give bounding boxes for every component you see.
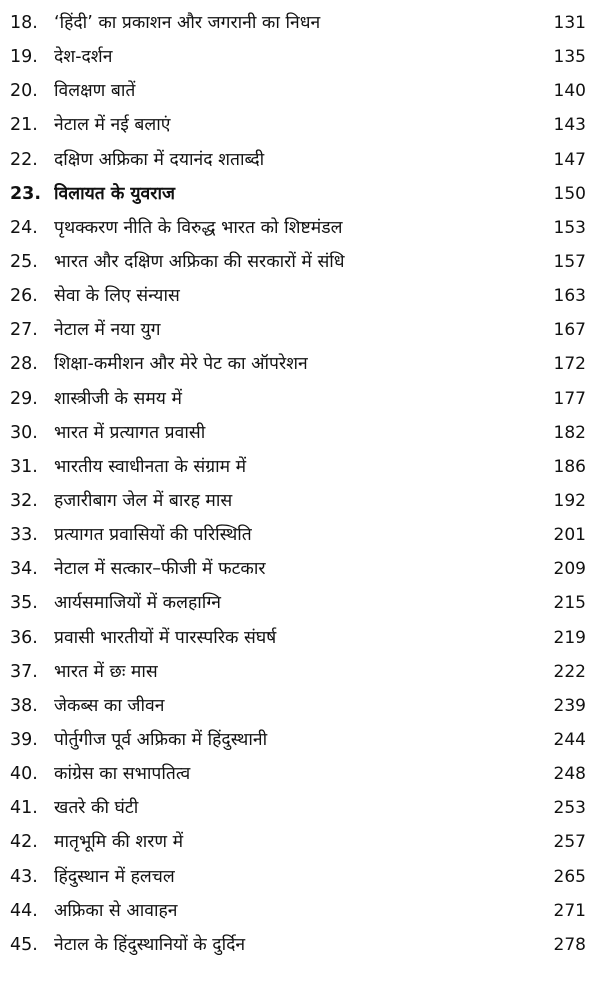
toc-entry-page-number: 215 <box>553 593 586 614</box>
toc-entry <box>0 791 600 825</box>
toc-entry-page-number: 244 <box>553 729 586 750</box>
toc-entry-title: नेटाल में सत्कार–फीजी में फटकार <box>54 559 266 580</box>
toc-entry-title: हिंदुस्थान में हलचल <box>54 866 175 887</box>
toc-entry-number: 25. <box>10 251 38 272</box>
toc-entry-number: 42. <box>10 832 38 853</box>
toc-entry-title: शास्त्रीजी के समय में <box>54 388 182 409</box>
toc-entry-title: नेटाल के हिंदुस्थानियों के दुर्दिन <box>54 934 246 955</box>
toc-entry <box>0 108 600 142</box>
toc-entry-number: 33. <box>10 525 38 546</box>
toc-entry-page-number: 172 <box>553 354 586 375</box>
toc-entry <box>0 757 600 791</box>
toc-entry-page-number: 222 <box>553 661 586 682</box>
toc-entry <box>0 347 600 381</box>
toc-entry-page-number: 219 <box>553 627 586 648</box>
toc-entry-title: हजारीबाग जेल में बारह मास <box>54 490 233 511</box>
toc-entry <box>0 723 600 757</box>
toc-entry-number: 43. <box>10 866 38 887</box>
toc-entry-page-number: 192 <box>553 490 586 511</box>
toc-entry <box>0 74 600 108</box>
toc-entry <box>0 825 600 859</box>
toc-entry-number: 19. <box>10 47 38 68</box>
toc-entry-title: मातृभूमि की शरण में <box>54 832 184 853</box>
toc-entry-title: ‘हिंदी’ का प्रकाशन और जगरानी का निधन <box>54 13 321 33</box>
toc-entry-title: आर्यसमाजियों में कलहाग्नि <box>54 593 221 614</box>
toc-entry-number: 22. <box>10 149 38 170</box>
toc-entry <box>0 860 600 894</box>
toc-entry-title: खतरे की घंटी <box>54 798 139 819</box>
toc-entry-page-number: 239 <box>553 695 586 716</box>
toc-entry-page-number: 201 <box>553 525 586 546</box>
toc-entry <box>0 6 600 40</box>
toc-entry-page-number: 257 <box>553 832 586 853</box>
toc-entry <box>0 621 600 655</box>
toc-entry <box>0 484 600 518</box>
toc-entry <box>0 245 600 279</box>
toc-entry-number: 27. <box>10 320 38 341</box>
toc-entry-number: 34. <box>10 559 38 580</box>
toc-entry <box>0 211 600 245</box>
toc-entry-title: विलायत के युवराज <box>54 183 175 204</box>
toc-entry-title: पृथक्करण नीति के विरुद्ध भारत को शिष्टमंडल <box>54 217 343 238</box>
toc-entry <box>0 928 600 962</box>
toc-entry-page-number: 143 <box>553 115 586 136</box>
toc-entry-title: प्रत्यागत प्रवासियों की परिस्थिति <box>54 525 252 546</box>
toc-entry-title: भारत में प्रत्यागत प्रवासी <box>54 422 206 443</box>
toc-entry-page-number: 163 <box>553 286 586 307</box>
toc-entry-title: नेटाल में नई बलाएं <box>54 115 171 136</box>
toc-entry-number: 21. <box>10 115 38 136</box>
toc-entry <box>0 313 600 347</box>
toc-entry-title: सेवा के लिए संन्यास <box>54 286 180 307</box>
toc-entry-number: 35. <box>10 593 38 614</box>
toc-entry-number: 18. <box>10 13 38 33</box>
toc-entry <box>0 689 600 723</box>
toc-entry-page-number: 209 <box>553 559 586 580</box>
table-of-contents <box>0 6 600 962</box>
toc-entry-number: 44. <box>10 900 38 921</box>
toc-entry <box>0 40 600 74</box>
toc-entry-page-number: 167 <box>553 320 586 341</box>
toc-entry-page-number: 253 <box>553 798 586 819</box>
toc-entry-page-number: 131 <box>553 13 586 33</box>
toc-entry-page-number: 248 <box>553 764 586 785</box>
toc-entry-number: 29. <box>10 388 38 409</box>
toc-entry-page-number: 147 <box>553 149 586 170</box>
toc-entry-page-number: 157 <box>553 251 586 272</box>
toc-entry-number: 36. <box>10 627 38 648</box>
toc-entry-title: दक्षिण अफ्रिका में दयानंद शताब्दी <box>54 149 265 170</box>
toc-entry-number: 41. <box>10 798 38 819</box>
toc-entry <box>0 518 600 552</box>
toc-entry-title: पोर्तुगीज पूर्व अफ्रिका में हिंदुस्थानी <box>54 729 268 750</box>
toc-entry-page-number: 135 <box>553 47 586 68</box>
toc-entry-title: देश-दर्शन <box>54 47 113 68</box>
toc-entry-page-number: 278 <box>553 934 586 955</box>
toc-entry-number: 37. <box>10 661 38 682</box>
toc-entry-title: प्रवासी भारतीयों में पारस्परिक संघर्ष <box>54 627 277 648</box>
toc-entry <box>0 552 600 586</box>
toc-entry-page-number: 140 <box>553 81 586 102</box>
toc-entry-number: 26. <box>10 286 38 307</box>
toc-entry-number: 31. <box>10 456 38 477</box>
toc-entry-title: भारत और दक्षिण अफ्रिका की सरकारों में संधि <box>54 251 345 272</box>
toc-entry <box>0 177 600 211</box>
toc-entry-number: 20. <box>10 81 38 102</box>
toc-entry-number: 38. <box>10 695 38 716</box>
toc-entry <box>0 279 600 313</box>
toc-entry <box>0 416 600 450</box>
toc-entry-page-number: 153 <box>553 217 586 238</box>
toc-entry-page-number: 265 <box>553 866 586 887</box>
toc-entry-title: नेटाल में नया युग <box>54 320 161 341</box>
toc-entry-number: 32. <box>10 490 38 511</box>
toc-entry-number: 40. <box>10 764 38 785</box>
toc-entry-page-number: 271 <box>553 900 586 921</box>
toc-entry-page-number: 182 <box>553 422 586 443</box>
toc-entry-title: भारत में छः मास <box>54 661 158 682</box>
toc-entry-number: 23. <box>10 183 42 204</box>
toc-entry-title: शिक्षा-कमीशन और मेरे पेट का ऑपरेशन <box>54 354 308 375</box>
toc-entry-title: जेकब्स का जीवन <box>54 695 165 716</box>
toc-entry-page-number: 150 <box>553 183 586 204</box>
toc-entry-number: 45. <box>10 934 38 955</box>
toc-entry-number: 24. <box>10 217 38 238</box>
toc-entry <box>0 894 600 928</box>
toc-entry <box>0 586 600 620</box>
toc-entry-number: 30. <box>10 422 38 443</box>
toc-entry <box>0 450 600 484</box>
toc-entry <box>0 655 600 689</box>
toc-entry <box>0 382 600 416</box>
toc-entry-page-number: 177 <box>553 388 586 409</box>
toc-entry-title: भारतीय स्वाधीनता के संग्राम में <box>54 456 247 477</box>
toc-entry <box>0 143 600 177</box>
toc-entry-number: 28. <box>10 354 38 375</box>
toc-entry-number: 39. <box>10 729 38 750</box>
toc-entry-title: विलक्षण बातें <box>54 81 136 102</box>
toc-entry-page-number: 186 <box>553 456 586 477</box>
toc-entry-title: अफ्रिका से आवाहन <box>54 900 178 921</box>
toc-entry-title: कांग्रेस का सभापतित्व <box>54 764 191 785</box>
